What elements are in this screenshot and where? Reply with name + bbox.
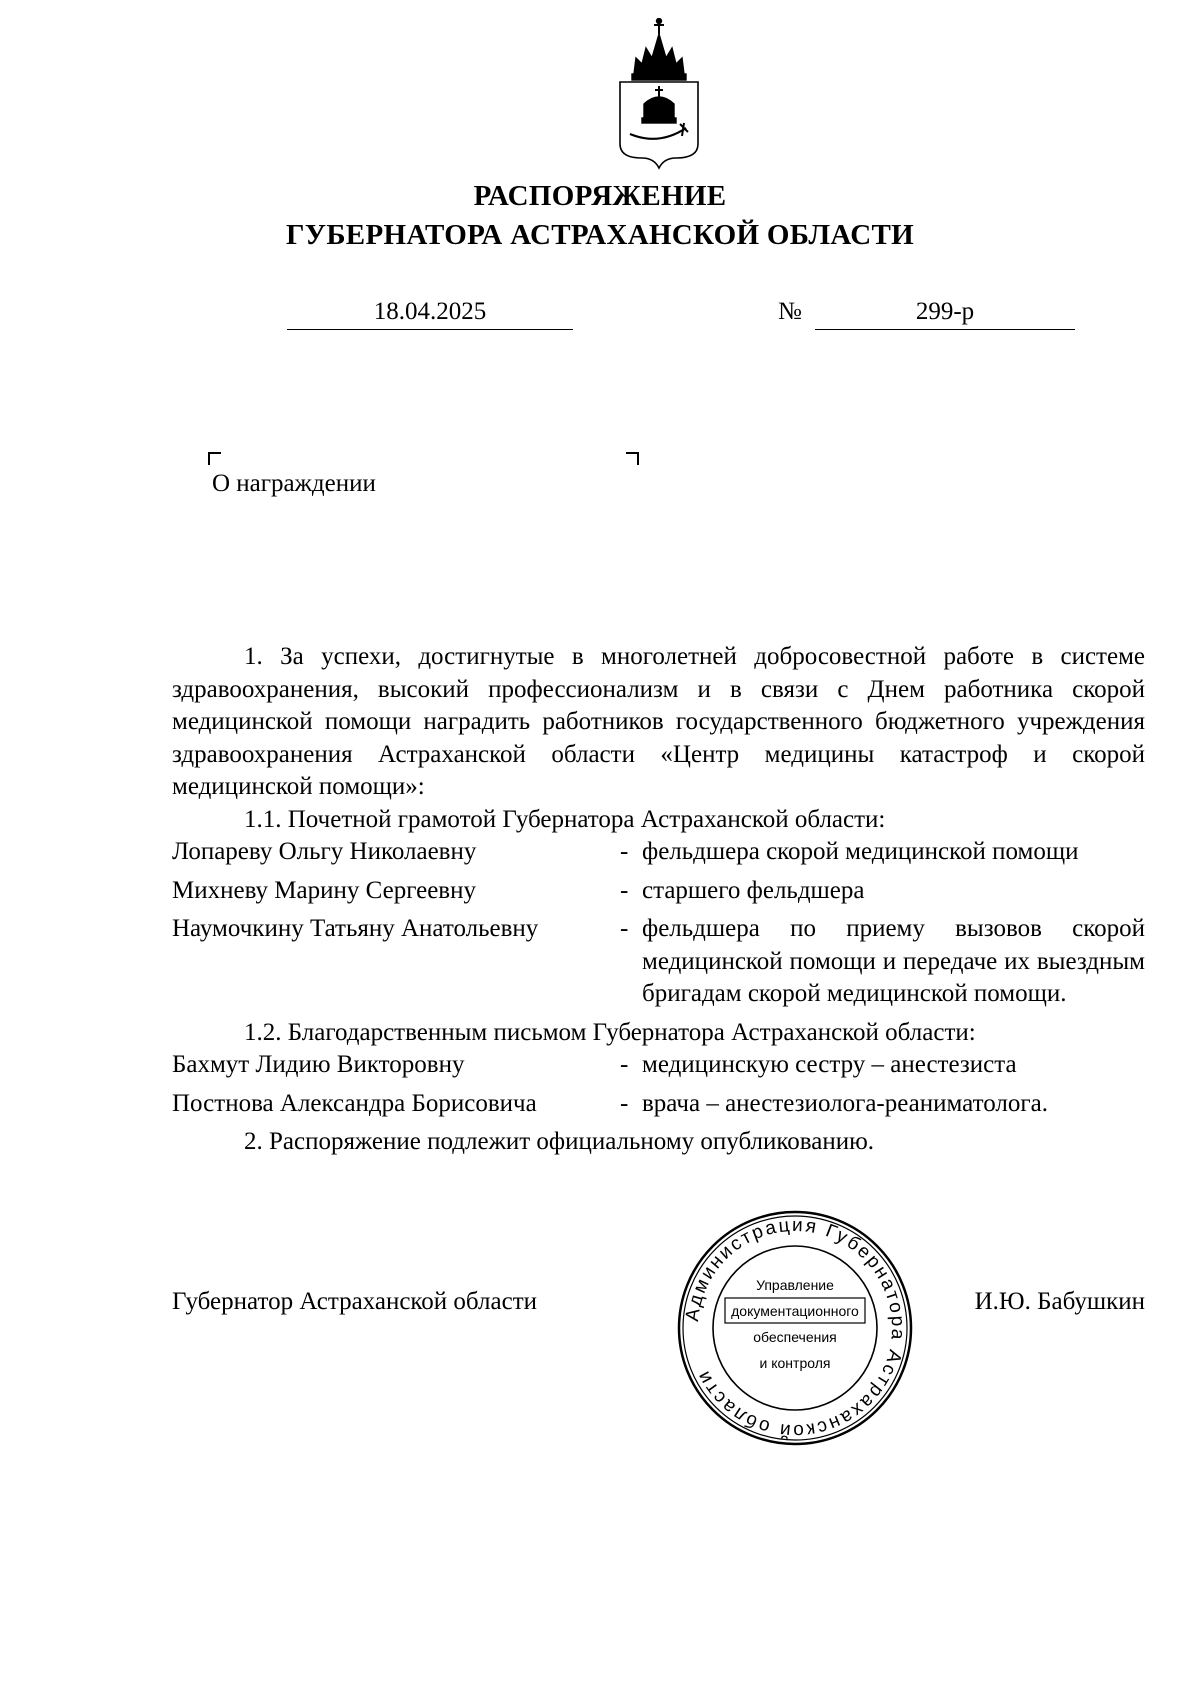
awardee-name: Лопареву Ольгу Николаевну	[172, 838, 477, 865]
awardee-name: Михневу Марину Сергеевну	[172, 876, 476, 904]
award-row	[172, 875, 1145, 908]
date-underline	[287, 329, 573, 330]
seal-ring-text: Администрация Губернатора Астраханской области	[682, 1214, 909, 1442]
signatory-title: Губернатор Астраханской области	[172, 1288, 538, 1315]
document-subject: О награждении	[212, 470, 376, 497]
row-dash: -	[620, 838, 629, 865]
awardee-name: Бахмут Лидию Викторовну	[172, 1051, 465, 1078]
awardee-position: фельдшера скорой медицинской помощи	[642, 838, 1079, 865]
award-row	[172, 1049, 1145, 1082]
row-dash: -	[620, 876, 629, 904]
number-sign: №	[778, 298, 802, 325]
paragraph-1: 1. За успехи, достигнутые в многолетней добросовестной работе в системе здравоохранения, высокий профессионализм и в связи с Днем работника скорой медицинской помощи наградить работников государственного бюджетного учреждения здравоохранения Астраханской области «Центр медицины катастроф и скорой медицинской помощи»:	[172, 643, 1145, 800]
subject-corner-right	[626, 452, 639, 465]
document-date: 18.04.2025	[373, 298, 487, 325]
awardee-name: Постнова Александра Борисовича	[172, 1089, 537, 1117]
seal-center-line-4: и контроля	[759, 1355, 831, 1371]
number-underline	[815, 329, 1075, 330]
awardee-position: старшего фельдшера	[642, 876, 865, 904]
award-row	[172, 836, 1145, 869]
section-2-heading: 1.2. Благодарственным письмом Губернатора Астраханской области:	[244, 1018, 976, 1046]
awardee-position: медицинскую сестру – анестезиста	[642, 1051, 1017, 1078]
signatory-name: И.Ю. Бабушкин	[974, 1288, 1145, 1315]
seal-center-line-2: документационного	[731, 1303, 859, 1319]
document-number: 299-р	[915, 298, 975, 325]
coat-of-arms-icon	[616, 18, 702, 170]
award-row	[172, 913, 1145, 1011]
seal-center-line-1: Управление	[756, 1277, 834, 1293]
section-1-heading: 1.1. Почетной грамотой Губернатора Астраханской области:	[244, 805, 886, 833]
paragraph-2: 2. Распоряжение подлежит официальному опубликованию.	[244, 1128, 875, 1155]
official-seal-stamp	[677, 1210, 913, 1446]
awardee-position: фельдшера по приему вызовов скорой медицинской помощи и передаче их выездным бригадам скорой медицинской помощи.	[642, 915, 1145, 1007]
issuer-title: ГУБЕРНАТОРА АСТРАХАНСКОЙ ОБЛАСТИ	[286, 219, 914, 251]
section-1-list	[172, 836, 1145, 1011]
section-2-list	[172, 1049, 1145, 1120]
seal-center-line-3: обеспечения	[753, 1329, 837, 1345]
row-dash: -	[620, 1089, 629, 1117]
document-type-title: РАСПОРЯЖЕНИЕ	[473, 180, 727, 212]
awardee-position: врача – анестезиолога-реаниматолога.	[642, 1089, 1048, 1117]
row-dash: -	[620, 915, 629, 942]
awardee-name: Наумочкину Татьяну Анатольевну	[172, 915, 539, 942]
award-row	[172, 1088, 1145, 1121]
subject-corner-left	[208, 452, 221, 465]
row-dash: -	[620, 1051, 629, 1078]
document-body	[172, 641, 1145, 1159]
